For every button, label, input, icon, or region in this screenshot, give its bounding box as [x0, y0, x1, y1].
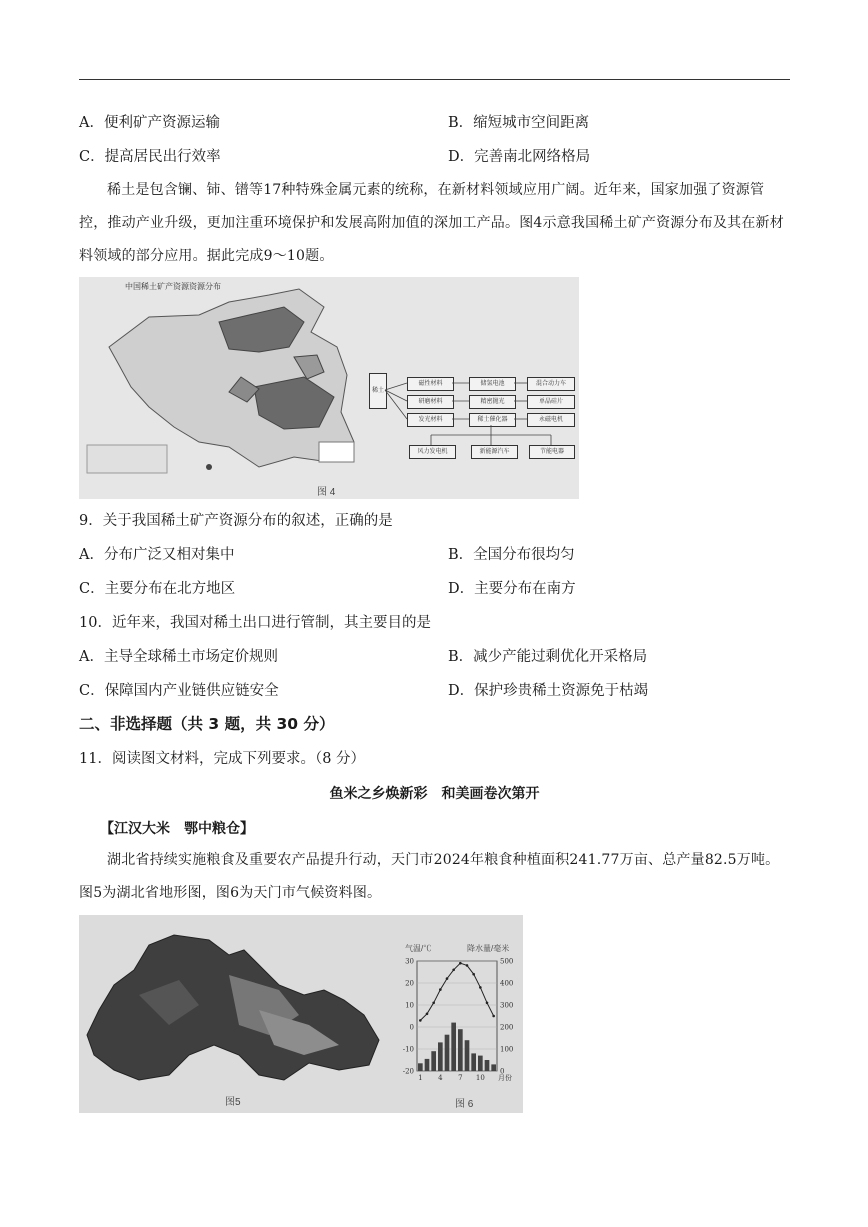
precip-bar	[425, 1059, 430, 1071]
end-use-2: 新能源汽车	[471, 445, 518, 459]
temperature-point	[459, 962, 462, 965]
figure-4	[79, 277, 579, 499]
precip-bar	[491, 1064, 496, 1071]
article-title: 鱼米之乡焕新彩 和美画卷次第开	[329, 786, 540, 802]
precip-bar	[478, 1056, 483, 1071]
product-1: 储氢电池	[469, 377, 516, 391]
x-unit-label: 月份	[498, 1074, 512, 1082]
left-tick-label: 10	[405, 1001, 414, 1010]
passage-rare-earth: 稀土是包含镧、铈、镨等17种特殊金属元素的统称，在新材料领域应用广阔。近年来，国家加强了资源管控，推动产业升级，更加注重环境保护和发展高附加值的深加工产品。图4示意我国稀土矿产资源分布及其在新材料领域的部分应用。据此完成9～10题。	[79, 182, 784, 264]
product-3: 稀土催化器	[469, 413, 516, 427]
q10-option-b: B．减少产能过剩优化开采格局	[448, 649, 648, 665]
q11-stem: 11．阅读图文材料，完成下列要求。（8 分）	[79, 751, 366, 767]
x-tick-label: 4	[438, 1074, 443, 1082]
left-tick-label: -10	[402, 1045, 414, 1054]
precip-bar	[445, 1035, 450, 1071]
figure-4-map-title: 中国稀土矿产资源资源分布	[125, 282, 221, 291]
flow-connectors	[79, 277, 579, 499]
temperature-point	[446, 977, 449, 980]
temperature-point	[479, 986, 482, 989]
q10-option-d: D．保护珍贵稀土资源免于枯竭	[448, 683, 649, 699]
temperature-point	[419, 1019, 422, 1022]
precip-bar	[471, 1053, 476, 1071]
right-tick-label: 300	[500, 1001, 514, 1010]
climate-chart	[399, 953, 523, 1093]
figure-5-caption: 图5	[225, 1097, 241, 1108]
figure-5-6	[79, 915, 523, 1113]
material-2: 研磨材料	[407, 395, 454, 409]
precip-bar	[438, 1042, 443, 1071]
application-2: 单晶硅片	[527, 395, 575, 409]
q10-option-a: A．主导全球稀土市场定价规则	[79, 649, 278, 665]
material-3: 发光材料	[407, 413, 454, 427]
precip-bar	[451, 1023, 456, 1071]
temperature-point	[439, 988, 442, 991]
end-use-3: 节能电器	[529, 445, 575, 459]
q10-option-c: C．保障国内产业链供应链安全	[79, 683, 279, 699]
top-rule	[79, 79, 790, 80]
precip-bar	[431, 1051, 436, 1071]
right-tick-label: 100	[500, 1045, 514, 1054]
q10-stem: 10．近年来，我国对稀土出口进行管制，其主要目的是	[79, 615, 431, 631]
temperature-point	[472, 973, 475, 976]
q9-option-a: A．分布广泛又相对集中	[79, 547, 235, 563]
application-3: 永磁电机	[527, 413, 575, 427]
q8-option-c: C．提高居民出行效率	[79, 149, 221, 165]
q9-option-c: C．主要分布在北方地区	[79, 581, 236, 597]
x-tick-label: 7	[458, 1074, 463, 1082]
material-1: 磁性材料	[407, 377, 454, 391]
fig6-left-axis-label: 气温/℃	[405, 944, 432, 953]
end-use-1: 风力发电机	[409, 445, 456, 459]
figure-4-caption: 图 4	[317, 487, 336, 498]
precip-bar	[418, 1063, 423, 1071]
flow-root: 稀土	[369, 373, 387, 409]
right-tick-label: 0	[500, 1067, 505, 1076]
temperature-line	[420, 963, 493, 1020]
q9-option-b: B．全国分布很均匀	[448, 547, 575, 563]
temperature-point	[426, 1013, 429, 1016]
plot-frame	[417, 961, 497, 1071]
section-2-title: 二、非选择题（共 3 题，共 30 分）	[79, 715, 335, 733]
precip-bar	[465, 1040, 470, 1071]
precip-bar	[458, 1029, 463, 1071]
q8-option-b: B．缩短城市空间距离	[448, 115, 590, 131]
x-tick-label: 1	[418, 1074, 423, 1082]
left-tick-label: 30	[405, 957, 414, 966]
product-2: 精密抛光	[469, 395, 516, 409]
subhead: 【江汉大米 鄂中粮仓】	[100, 821, 254, 837]
q8-option-d: D．完善南北网络格局	[448, 149, 591, 165]
temperature-point	[452, 969, 455, 972]
q8-option-a: A．便利矿产资源运输	[79, 115, 220, 131]
temperature-point	[492, 1015, 495, 1018]
fig6-right-axis-label: 降水量/毫米	[467, 944, 510, 953]
left-tick-label: 20	[405, 979, 414, 988]
left-tick-label: -20	[402, 1067, 414, 1076]
figure-6-caption: 图 6	[455, 1099, 474, 1110]
precip-bar	[485, 1060, 490, 1071]
temperature-point	[432, 1002, 435, 1005]
temperature-point	[466, 964, 469, 967]
q9-option-d: D．主要分布在南方	[448, 581, 576, 597]
right-tick-label: 200	[500, 1023, 514, 1032]
temperature-point	[486, 1002, 489, 1005]
left-tick-label: 0	[409, 1023, 414, 1032]
x-tick-label: 10	[475, 1074, 485, 1082]
passage-hubei: 湖北省持续实施粮食及重要农产品提升行动，天门市2024年粮食种植面积241.77万亩、总产量82.5万吨。图5为湖北省地形图，图6为天门市气候资料图。	[79, 852, 780, 901]
q9-stem: 9．关于我国稀土矿产资源分布的叙述，正确的是	[79, 513, 393, 529]
right-tick-label: 500	[500, 957, 514, 966]
application-1: 混合动力车	[527, 377, 575, 391]
right-tick-label: 400	[500, 979, 514, 988]
